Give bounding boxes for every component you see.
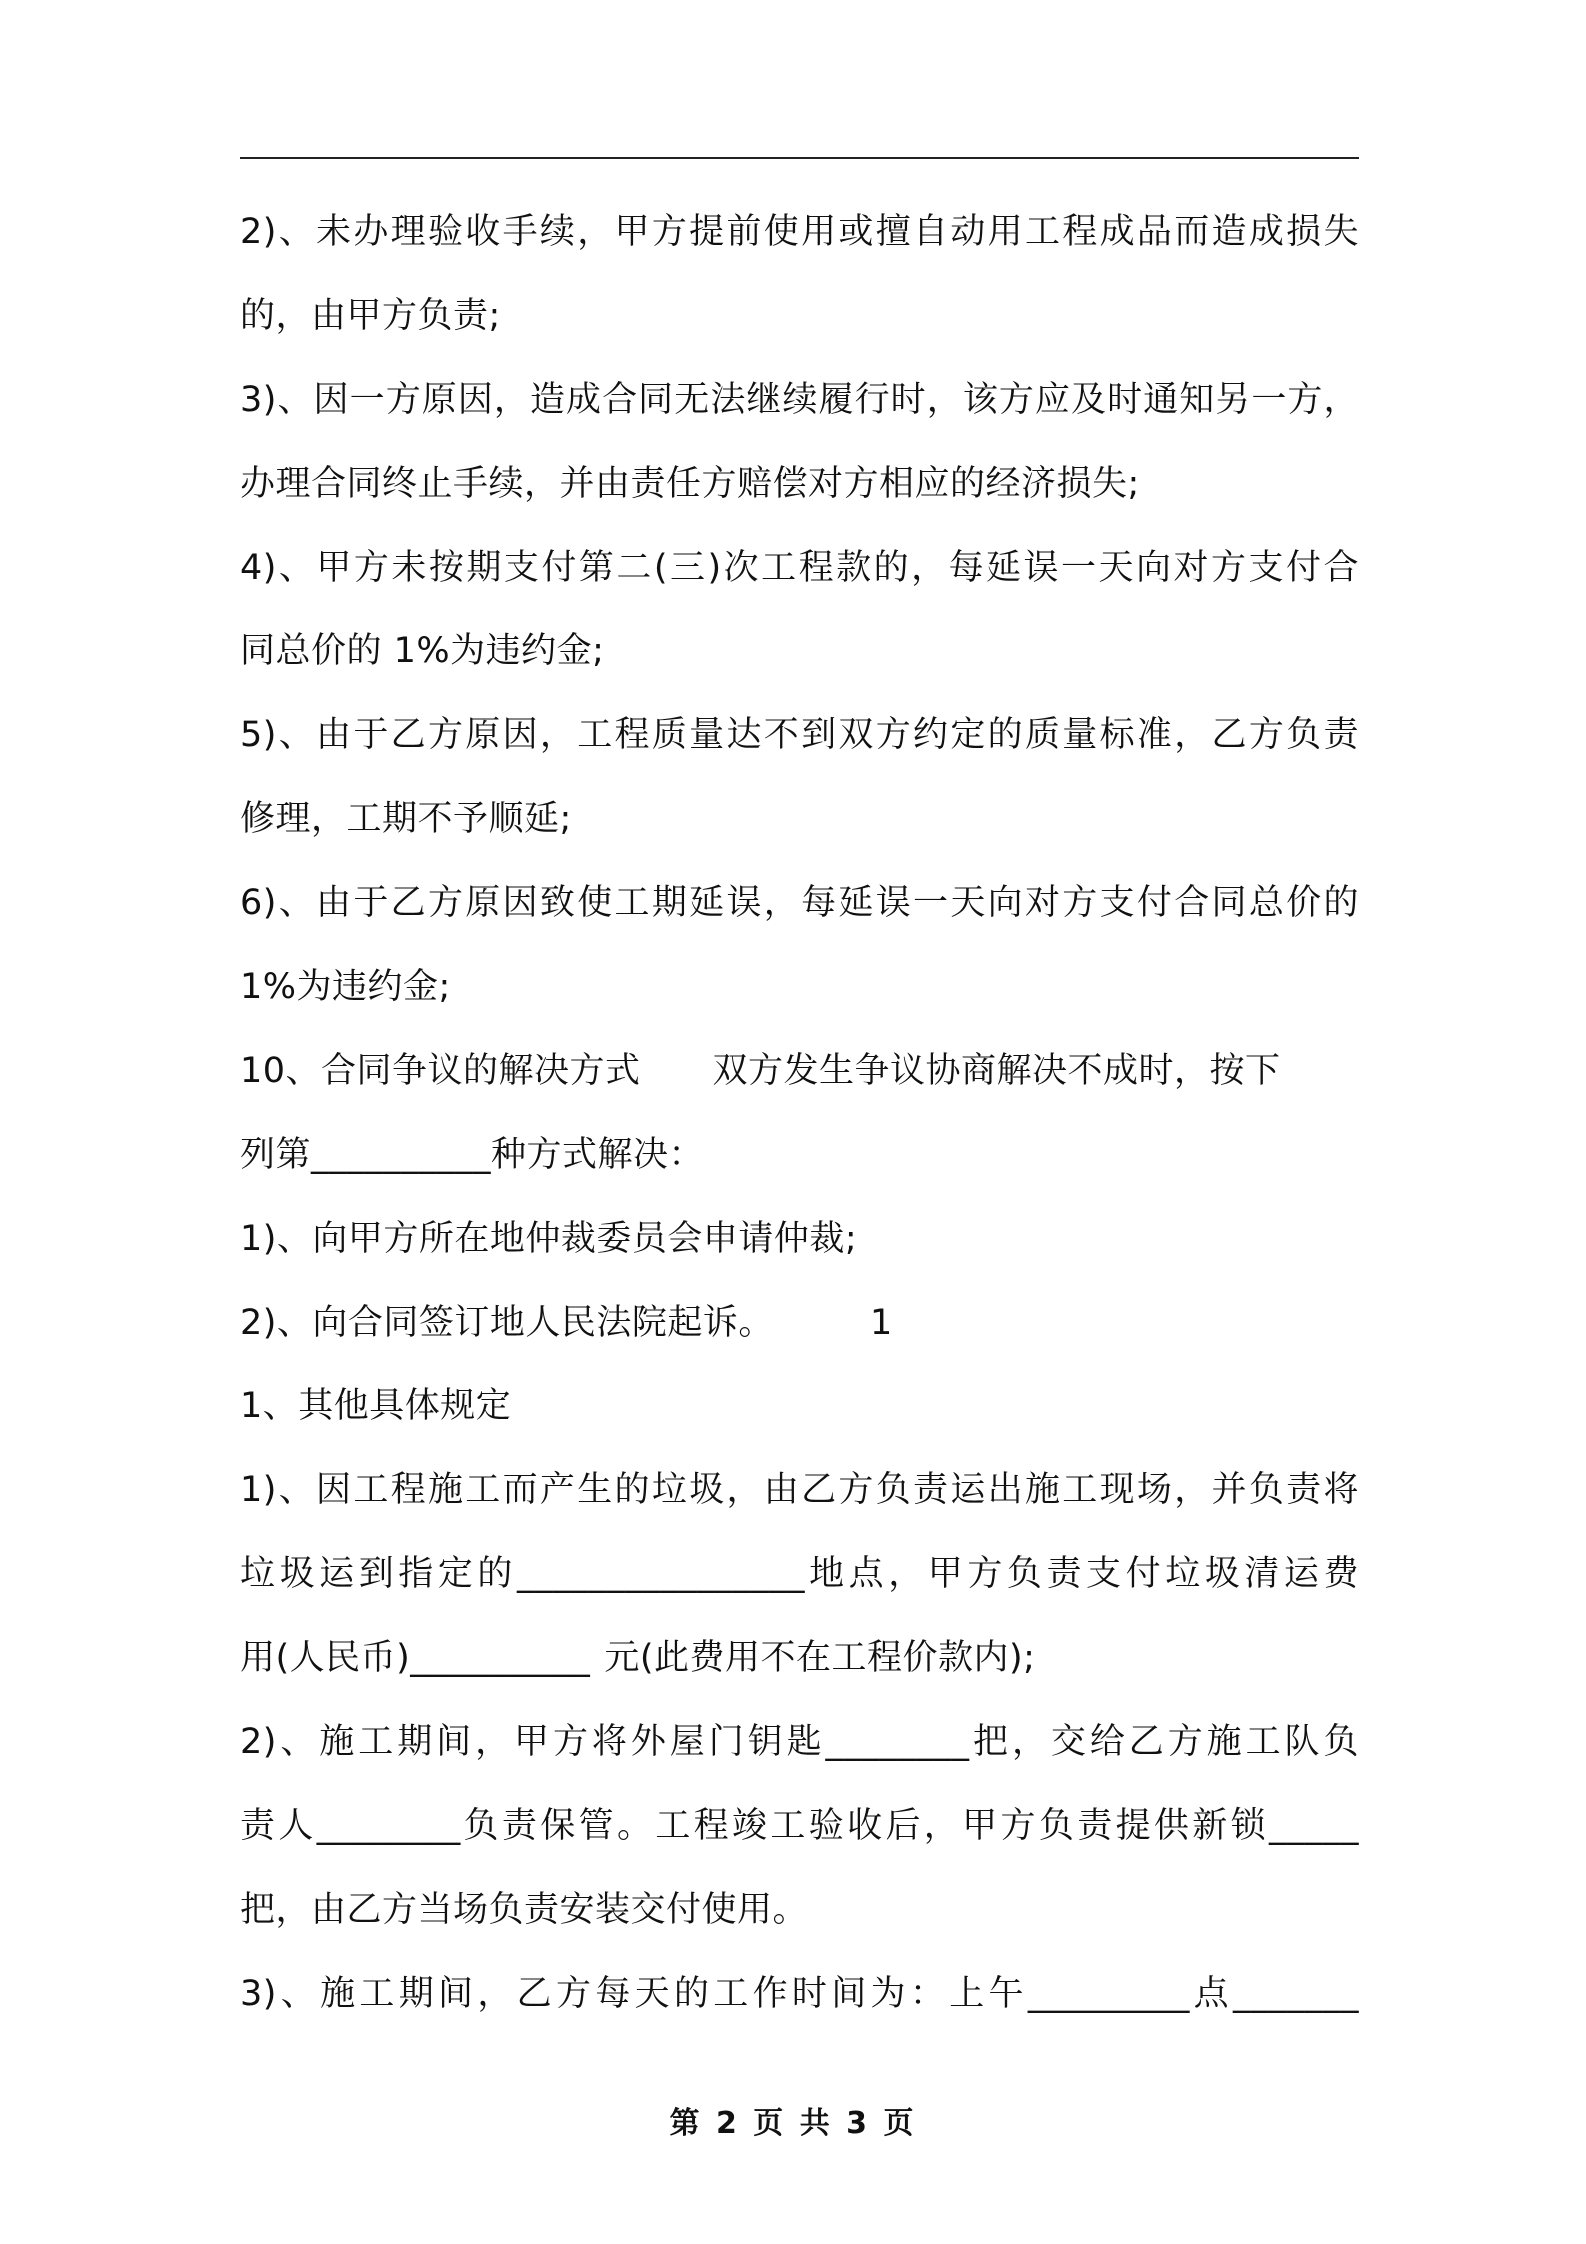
- page-footer: 第 2 页 共 3 页: [669, 2106, 917, 2141]
- body-line-with-blank: [240, 1622, 1359, 1706]
- header-rule: [240, 157, 1359, 159]
- document-body: [240, 196, 1359, 2042]
- body-line: 6)、由于乙方原因致使工期延误，每延误一天向对方支付合同总价的: [240, 883, 1359, 924]
- body-line: 把，由乙方当场负责安装交付使用。: [240, 1889, 809, 1930]
- body-line: 的，由甲方负责;: [240, 295, 501, 336]
- body-line: 1)、向甲方所在地仲裁委员会申请仲裁;: [240, 1218, 858, 1259]
- body-line: 5)、由于乙方原因，工程质量达不到双方约定的质量标准，乙方负责: [240, 715, 1359, 756]
- body-line: 同总价的 1%为违约金;: [240, 631, 605, 672]
- body-line: 修理，工期不予顺延;: [240, 799, 572, 840]
- section-heading: 10、合同争议的解决方式: [240, 1050, 641, 1091]
- body-line: 责人________负责保管。工程竣工验收后，甲方负责提供新锁_____: [240, 1805, 1359, 1846]
- body-line: 4)、甲方未按期支付第二(三)次工程款的，每延误一天向对方支付合: [240, 547, 1359, 588]
- body-line: 列第__________种方式解决：: [240, 1134, 705, 1175]
- body-line-with-number: [240, 1287, 1359, 1371]
- section-heading-line: [240, 1035, 1359, 1119]
- body-text: 用(人民币)__________: [240, 1638, 591, 1679]
- body-text: 2)、向合同签订地人民法院起诉。: [240, 1302, 774, 1343]
- body-line: 3)、施工期间，乙方每天的工作时间为：上午_________点_______: [240, 1973, 1359, 2014]
- body-line: 垃圾运到指定的________________地点，甲方负责支付垃圾清运费: [240, 1554, 1359, 1595]
- body-line: 3)、因一方原因，造成合同无法继续履行时，该方应及时通知另一方，: [240, 379, 1359, 420]
- body-line: 2)、未办理验收手续，甲方提前使用或擅自动用工程成品而造成损失: [240, 212, 1359, 252]
- section-heading: 1、其他具体规定: [240, 1386, 512, 1427]
- body-line: 1)、因工程施工而产生的垃圾，由乙方负责运出施工现场，并负责将: [240, 1470, 1359, 1511]
- body-line: 1%为违约金;: [240, 967, 451, 1008]
- body-line: 2)、施工期间，甲方将外屋门钥匙________把，交给乙方施工队负: [240, 1722, 1359, 1763]
- inline-number: 1: [869, 1302, 893, 1343]
- body-line: 办理合同终止手续，并由责任方赔偿对方相应的经济损失;: [240, 463, 1140, 504]
- body-text: 元(此费用不在工程价款内);: [604, 1638, 1036, 1679]
- body-text: 双方发生争议协商解决不成时，按下: [712, 1050, 1281, 1091]
